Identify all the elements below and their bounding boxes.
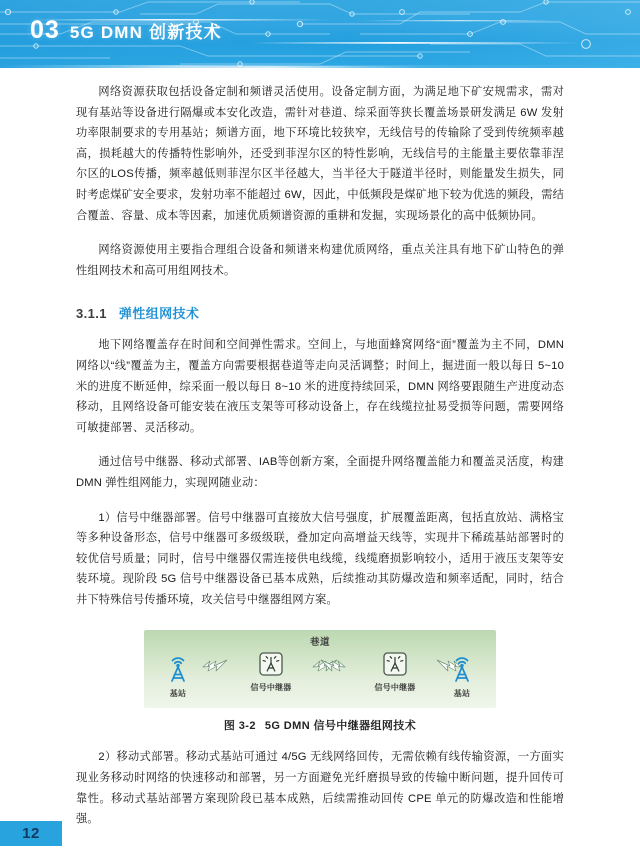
figure-tunnel-label: 巷道: [309, 637, 330, 649]
figure-base-station-left-label: 基站: [169, 689, 187, 699]
paragraph-network-resource-usage: 网络资源使用主要指合理组合设备和频谱来构建优质网络，重点关注具有地下矿山特色的弹性组网技术和高可用组网技术。: [76, 244, 564, 277]
figure-base-station-right: [440, 652, 484, 699]
figure-caption-title: 5G DMN 信号中继器组网技术: [264, 720, 417, 733]
paragraph-innovation-solutions: 通过信号中继器、移动式部署、IAB等创新方案，全面提升网络覆盖能力和覆盖灵活度，构建DMN 弹性组网能力，实现网随业动：: [76, 456, 564, 489]
paragraph-item-1-relay-deployment: 1）信号中继器部署。信号中继器可直接放大信号强度，扩展覆盖距离，包括直放站、满格宝等多种设备形态，信号中继器可多级级联，叠加定向高增益天线等，实现井下稀疏基站部署时的较优信号质量；同时，信号中继器仅需连接供电线缆，线缆磨损影响较小，适用于液压支架等安装环境。现阶段 5G 信号中继器设备已基本成熟，后续推动其防爆改造和频率适配，同时，结合井下特殊信号传播环境，攻关信号中继器组网方案。: [76, 511, 564, 606]
figure-relay-right: [358, 652, 432, 693]
banner-title-group: [30, 18, 222, 43]
signal-relay-icon: [259, 652, 283, 676]
paragraph-elastic-coverage-demand: 地下网络覆盖存在时间和空间弹性需求。空间上，与地面蜂窝网络“面”覆盖为主不同，DMN网络以“线”覆盖为主，覆盖方向需要根据巷道等走向灵活调整；时间上，掘进面一般以每日 5~10 米的进度不断延伸，综采面一般以每日 8~10 米的进度持续回采，DMN 网络要跟随生产进度动态移动，且网络设备可能安装在液压支架等可移动设备上，存在线缆拉扯易受损等问题，需要网络可敏捷部署、灵活移动。: [76, 339, 564, 434]
figure-3-2: [76, 630, 564, 733]
section-number: 3.1.1: [76, 306, 107, 322]
figure-caption: [224, 717, 416, 733]
figure-relay-left-label: 信号中继器: [250, 683, 292, 693]
page-header-banner: [0, 0, 640, 68]
paragraph-network-resource-acquisition: 网络资源获取包括设备定制和频谱灵活使用。设备定制方面，为满足地下矿安规需求，需对现有基站等设备进行隔爆或本安化改造，需针对巷道、综采面等狭长覆盖场景研发满足 6W 发射功率限制要求的专用基站；频谱方面，地下环境比较狭窄，无线信号的传输除了受到传统频率越高，损耗越大的传播特性影响外，还受到菲涅尔区的特性影响，无线信号的主能量主要依靠菲涅尔区的LOS传播，频率越低则菲涅尔区半径越大，当半径大于隧道半径时，则能量发生损失，同时考虑煤矿安全要求，发射功率不能超过 6W，因此，中低频段是煤矿地下较为优选的频段，需结合覆盖、容量、成本等因素，加速优质频谱资源的重耕和发掘，实现场景化的高中低频协同。: [76, 86, 564, 222]
cell-tower-icon: [164, 652, 192, 682]
page-number-badge: [0, 821, 62, 846]
chapter-title: 5G DMN 创新技术: [69, 23, 222, 42]
text-column: [76, 82, 564, 833]
signal-wave-icon-1: [202, 658, 228, 674]
section-heading-3-1-1: [76, 303, 564, 322]
figure-caption-number: 图 3-2: [223, 720, 256, 733]
figure-base-station-left: [156, 652, 200, 699]
paragraph-item-2-mobile-deployment: 2）移动式部署。移动式基站可通过 4/5G 无线网络回传，无需依赖有线传输资源，一方面实现业务移动时网络的快速移动和部署，另一方面避免光纤磨损导致的传输中断问题，提升回传可靠性。移动式基站部署方案现阶段已基本成熟，后续需推动回传 CPE 单元的防爆改造和性能增强。: [76, 751, 564, 826]
page-footer: [0, 808, 640, 868]
figure-diagram-panel: [144, 630, 496, 708]
signal-wave-icon-3: [320, 658, 346, 674]
page-number: 12: [22, 825, 40, 842]
section-title: 弹性组网技术: [118, 306, 200, 322]
figure-base-station-right-label: 基站: [453, 689, 471, 699]
page-content: [0, 68, 640, 826]
figure-relay-right-label: 信号中继器: [374, 683, 416, 693]
cell-tower-icon: [448, 652, 476, 682]
signal-relay-icon: [383, 652, 407, 676]
chapter-number: 03: [30, 16, 60, 44]
figure-relay-left: [234, 652, 308, 693]
